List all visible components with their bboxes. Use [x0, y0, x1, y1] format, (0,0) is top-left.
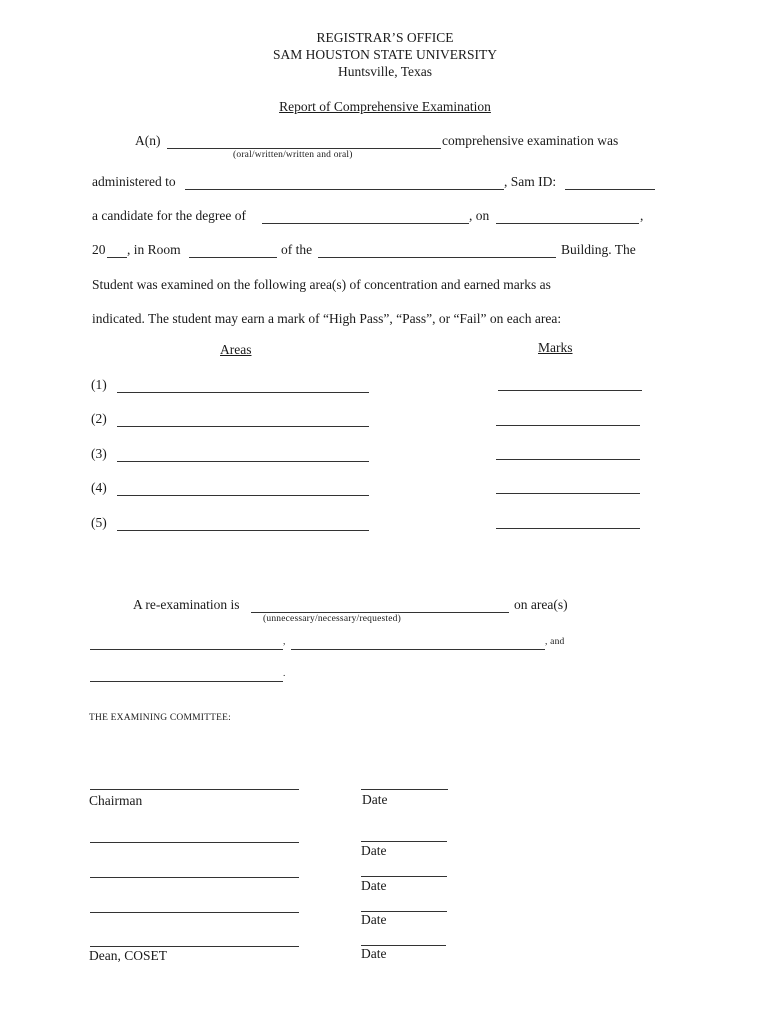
exam-type-field[interactable]: [167, 148, 441, 149]
reexam-hint: (unnecessary/necessary/requested): [263, 614, 401, 624]
chairman-label: Chairman: [89, 793, 143, 808]
student-name-label: administered to: [92, 174, 176, 189]
dean-date-label: Date: [361, 946, 387, 961]
university-location: Huntsville, Texas: [337, 64, 433, 79]
chairman-date-field[interactable]: [361, 789, 448, 790]
reexam-status-field[interactable]: [251, 612, 509, 613]
dean-signature-field[interactable]: [90, 946, 299, 947]
year-prefix: 20: [92, 242, 106, 257]
area-field-2[interactable]: [117, 426, 369, 427]
member-1-date-field[interactable]: [361, 841, 447, 842]
year-field[interactable]: [107, 257, 127, 258]
student-name-field[interactable]: [185, 189, 504, 190]
area-number-3: (3): [91, 446, 107, 461]
area-number-2: (2): [91, 411, 107, 426]
mark-field-1[interactable]: [498, 390, 642, 391]
reexam-period: .: [283, 669, 286, 679]
instructions-line-1: Student was examined on the following area(s) of concentration and earned marks as: [92, 277, 551, 292]
area-number-5: (5): [91, 515, 107, 530]
building-label: Building. The: [561, 242, 636, 257]
report-title: Report of Comprehensive Examination: [279, 99, 491, 114]
room-field[interactable]: [189, 257, 277, 258]
member-3-signature-field[interactable]: [90, 912, 299, 913]
mark-field-4[interactable]: [496, 493, 640, 494]
reexam-area-field-3[interactable]: [90, 681, 283, 682]
sam-id-label: , Sam ID:: [504, 174, 557, 189]
member-2-date-label: Date: [361, 878, 387, 893]
building-field[interactable]: [318, 257, 556, 258]
chairman-signature-field[interactable]: [90, 789, 299, 790]
degree-field[interactable]: [262, 223, 469, 224]
area-field-4[interactable]: [117, 495, 369, 496]
reexam-label: A re-examination is: [133, 597, 240, 612]
member-3-date-label: Date: [361, 912, 387, 927]
chairman-date-label: Date: [362, 792, 388, 807]
exam-type-suffix: comprehensive examination was: [442, 133, 619, 148]
office-name: REGISTRAR’S OFFICE: [316, 30, 454, 45]
of-the-label: of the: [281, 242, 313, 257]
reexam-comma: ,: [283, 637, 286, 647]
member-2-signature-field[interactable]: [90, 877, 299, 878]
instructions-line-2: indicated. The student may earn a mark of “High Pass”, “Pass”, or “Fail” on each area:: [92, 311, 562, 326]
reexam-area-field-2[interactable]: [291, 649, 545, 650]
marks-header: Marks: [538, 340, 573, 355]
area-field-3[interactable]: [117, 461, 369, 462]
date-on-label: , on: [469, 208, 490, 223]
dean-label: Dean, COSET: [89, 948, 167, 963]
committee-heading: THE EXAMINING COMMITTEE:: [89, 713, 232, 723]
area-number-4: (4): [91, 480, 107, 495]
sam-id-field[interactable]: [565, 189, 655, 190]
area-field-1[interactable]: [117, 392, 369, 393]
member-1-date-label: Date: [361, 843, 387, 858]
mark-field-3[interactable]: [496, 459, 640, 460]
degree-label: a candidate for the degree of: [92, 208, 247, 223]
exam-type-hint: (oral/written/written and oral): [233, 150, 353, 160]
exam-type-label: A(n): [135, 133, 161, 148]
reexam-area-field-1[interactable]: [90, 649, 283, 650]
member-1-signature-field[interactable]: [90, 842, 299, 843]
date-comma: ,: [640, 208, 644, 223]
room-label: , in Room: [127, 242, 181, 257]
university-name: SAM HOUSTON STATE UNIVERSITY: [272, 47, 498, 62]
area-number-1: (1): [91, 377, 107, 392]
reexam-and: , and: [545, 637, 565, 647]
mark-field-5[interactable]: [496, 528, 640, 529]
mark-field-2[interactable]: [496, 425, 640, 426]
areas-header: Areas: [220, 342, 252, 357]
area-field-5[interactable]: [117, 530, 369, 531]
exam-date-field[interactable]: [496, 223, 639, 224]
member-2-date-field[interactable]: [361, 876, 447, 877]
reexam-areas-label: on area(s): [514, 597, 568, 612]
